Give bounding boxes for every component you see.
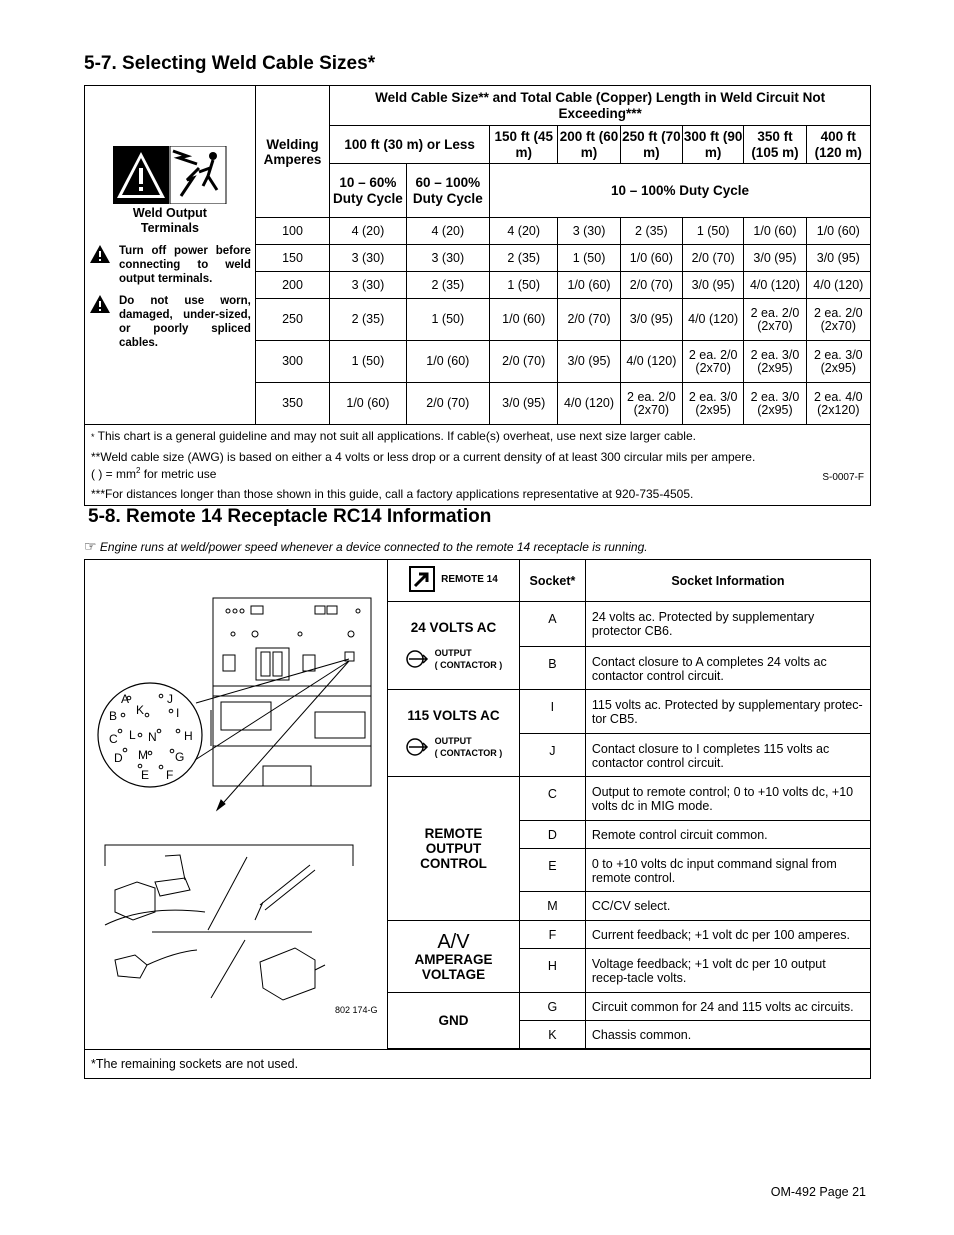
receptacle-pins	[109, 692, 193, 782]
socket-cell: I	[519, 690, 585, 734]
amps-cell: 300	[255, 341, 329, 383]
size-cell: 3/0 (95)	[683, 272, 744, 299]
warning-power	[89, 244, 251, 286]
header-length: 250 ft (70 m)	[620, 126, 682, 164]
pin-label: B	[109, 709, 118, 723]
size-cell: 2 (35)	[406, 272, 489, 299]
size-cell: 1/0 (60)	[490, 299, 558, 341]
warning-power-text: Turn off power before connecting to weld output terminals.	[119, 245, 251, 285]
av-label: A/V	[437, 930, 470, 953]
remote-label-box	[409, 566, 498, 592]
warning-cell	[85, 86, 256, 425]
socket-info-cell: Circuit common for 24 and 115 volts ac circuits.	[585, 993, 870, 1021]
socket-cell: B	[519, 647, 585, 690]
pin-label: I	[176, 706, 180, 720]
pointing-hand-icon: ☞	[84, 538, 97, 554]
size-cell: 2 ea. 3/0 (2x95)	[744, 341, 806, 383]
socket-cell: A	[519, 602, 585, 647]
size-cell: 3 (30)	[406, 245, 489, 272]
size-cell: 3 (30)	[558, 218, 620, 245]
group-115vac	[387, 690, 519, 777]
size-cell: 4/0 (120)	[558, 383, 620, 425]
group-label: AMPERAGE VOLTAGE	[414, 951, 493, 982]
header-length: 150 ft (45 m)	[490, 126, 558, 164]
note-text: Engine runs at weld/power speed whenever a device connected to the remote 14 receptacle is running.	[99, 540, 648, 554]
ref-code: S-0007-F	[822, 472, 864, 483]
size-cell: 1/0 (60)	[744, 218, 806, 245]
remote14-table	[84, 559, 871, 1079]
pendant-icon	[115, 950, 197, 978]
weld-terminal-graphic	[89, 146, 251, 204]
remote14-header	[387, 560, 519, 602]
size-cell: 1/0 (60)	[558, 272, 620, 299]
note-3-pre: ( ) = mm	[91, 467, 136, 481]
remote-devices	[105, 845, 353, 1000]
amps-cell: 350	[255, 383, 329, 425]
header-socket: Socket*	[519, 560, 585, 602]
pin-label: L	[129, 728, 136, 742]
size-cell: 2/0 (70)	[620, 272, 682, 299]
group-label: 115 VOLTS AC	[407, 707, 500, 723]
amps-cell: 150	[255, 245, 329, 272]
size-cell: 2 ea. 3/0 (2x95)	[683, 383, 744, 425]
size-cell: 2/0 (70)	[558, 299, 620, 341]
foot-control-icon	[105, 855, 205, 925]
size-cell: 3/0 (95)	[490, 383, 558, 425]
header-length: 200 ft (60 m)	[558, 126, 620, 164]
warning-cables	[89, 294, 251, 350]
size-cell: 2 ea. 3/0 (2x95)	[744, 383, 806, 425]
size-cell: 2 ea. 3/0 (2x95)	[806, 341, 870, 383]
contactor-output-icon	[405, 737, 429, 757]
size-cell: 2 (35)	[330, 299, 406, 341]
size-cell: 4/0 (120)	[683, 299, 744, 341]
group-amperage-voltage	[387, 921, 519, 993]
socket-cell: H	[519, 949, 585, 993]
socket-info-cell: 0 to +10 volts dc input command signal from remote control.	[585, 849, 870, 892]
size-cell: 1 (50)	[490, 272, 558, 299]
group-remote-output: REMOTE OUTPUT CONTROL	[387, 777, 519, 921]
socket-info-cell: Chassis common.	[585, 1021, 870, 1049]
socket-info-cell: Remote control circuit common.	[585, 821, 870, 849]
size-cell: 4/0 (120)	[744, 272, 806, 299]
section-title-remote14: 5-8. Remote 14 Receptacle RC14 Information	[88, 506, 492, 527]
socket-cell: G	[519, 993, 585, 1021]
size-cell: 3 (30)	[330, 245, 406, 272]
size-cell: 3/0 (95)	[806, 245, 870, 272]
remote14-figure	[85, 560, 386, 1020]
size-cell: 2/0 (70)	[490, 341, 558, 383]
contactor-label: ( CONTACTOR )	[434, 747, 503, 758]
terminal-label: Weld Output Terminals	[132, 206, 207, 235]
socket-info-cell: Contact closure to A completes 24 volts ac contactor control circuit.	[585, 647, 870, 690]
socket-cell: C	[519, 777, 585, 821]
note-2	[91, 450, 864, 481]
note-1-text: This chart is a general guideline and may not suit all applications. If cable(s) overheat, use next size larger cable.	[97, 429, 696, 443]
header-duty-1: 10 – 60% Duty Cycle	[330, 164, 406, 218]
group-gnd: GND	[387, 993, 519, 1049]
electric-shock-warning-icon	[113, 146, 227, 204]
size-cell: 2 ea. 2/0 (2x70)	[683, 341, 744, 383]
size-cell: 1/0 (60)	[620, 245, 682, 272]
pin-label: G	[175, 750, 185, 764]
contactor-output-icon	[405, 649, 429, 669]
output-label: OUTPUT	[434, 735, 472, 746]
header-duty-3: 10 – 100% Duty Cycle	[490, 164, 871, 218]
socket-cell: M	[519, 892, 585, 921]
socket-cell: D	[519, 821, 585, 849]
section-title-cable-sizes: 5-7. Selecting Weld Cable Sizes*	[84, 53, 376, 74]
header-length: 400 ft (120 m)	[806, 126, 870, 164]
warning-cables-text: Do not use worn, damaged, under-sized, or poorly spliced cables.	[119, 295, 251, 349]
size-cell: 2 ea. 2/0 (2x70)	[744, 299, 806, 341]
size-cell: 4/0 (120)	[620, 341, 682, 383]
figure-code: 802 174-G	[335, 1005, 378, 1015]
note-mark: *	[91, 432, 95, 442]
note-1	[91, 429, 864, 444]
socket-cell: K	[519, 1021, 585, 1049]
pin-label: F	[166, 768, 174, 782]
contactor-label: ( CONTACTOR )	[434, 660, 503, 670]
header-100ft: 100 ft (30 m) or Less	[330, 126, 490, 164]
control-box-icon	[260, 948, 325, 1000]
figure-cell	[85, 560, 388, 1050]
pin-label: N	[148, 730, 157, 744]
size-cell: 3/0 (95)	[558, 341, 620, 383]
size-cell: 1/0 (60)	[406, 341, 489, 383]
warning-triangle-icon	[89, 294, 111, 317]
size-cell: 2/0 (70)	[683, 245, 744, 272]
remote-arrow-icon	[409, 566, 435, 592]
size-cell: 1 (50)	[683, 218, 744, 245]
torch-icon	[255, 865, 315, 920]
output-label: OUTPUT	[434, 648, 472, 658]
note-3	[91, 464, 864, 481]
size-cell: 4 (20)	[406, 218, 489, 245]
size-cell: 1/0 (60)	[806, 218, 870, 245]
group-label: 24 VOLTS AC	[410, 620, 497, 635]
pin-label: K	[136, 703, 145, 717]
remote-label: REMOTE 14	[441, 573, 498, 585]
pin-label: E	[141, 768, 150, 782]
size-cell: 4 (20)	[330, 218, 406, 245]
size-cell: 3/0 (95)	[744, 245, 806, 272]
table-notes	[85, 425, 871, 506]
socket-info-cell: Current feedback; +1 volt dc per 100 amperes.	[585, 921, 870, 949]
socket-info-cell: CC/CV select.	[585, 892, 870, 921]
header-duty-2: 60 – 100% Duty Cycle	[406, 164, 489, 218]
size-cell: 1/0 (60)	[330, 383, 406, 425]
size-cell: 1 (50)	[330, 341, 406, 383]
socket-info-cell: 115 volts ac. Protected by supplementary protec-tor CB5.	[585, 690, 870, 734]
size-cell: 4 (20)	[490, 218, 558, 245]
note-4: ***For distances longer than those shown in this guide, call a factory applications representative at 920-735-4505.	[91, 487, 694, 501]
size-cell: 2 (35)	[490, 245, 558, 272]
socket-info-cell: 24 volts ac. Protected by supplementary protector CB6.	[585, 602, 870, 647]
amps-cell: 100	[255, 218, 329, 245]
size-cell: 2 (35)	[620, 218, 682, 245]
socket-info-cell: Output to remote control; 0 to +10 volts dc, +10 volts dc in MIG mode.	[585, 777, 870, 821]
socket-cell: E	[519, 849, 585, 892]
output-contactor	[388, 647, 519, 671]
output-contactor	[388, 735, 519, 759]
pin-label: M	[138, 748, 148, 762]
size-cell: 1 (50)	[558, 245, 620, 272]
note-row	[84, 538, 648, 555]
header-length: 300 ft (90 m)	[683, 126, 744, 164]
pin-label: H	[184, 729, 193, 743]
size-cell: 1 (50)	[406, 299, 489, 341]
cable-size-table	[84, 85, 871, 506]
header-main: Weld Cable Size** and Total Cable (Copper) Length in Weld Circuit Not Exceeding***	[330, 86, 871, 126]
size-cell: 4/0 (120)	[806, 272, 870, 299]
size-cell: 2 ea. 2/0 (2x70)	[620, 383, 682, 425]
warning-triangle-icon	[89, 244, 111, 267]
pin-label: C	[109, 732, 118, 746]
note-3-post: for metric use	[140, 467, 217, 481]
group-24vac	[387, 602, 519, 690]
size-cell: 3/0 (95)	[620, 299, 682, 341]
amps-cell: 250	[255, 299, 329, 341]
size-cell: 3 (30)	[330, 272, 406, 299]
note-3-sup: 2	[136, 466, 141, 475]
socket-info-cell: Voltage feedback; +1 volt dc per 10 output recep-tacle volts.	[585, 949, 870, 993]
footnote: *The remaining sockets are not used.	[85, 1050, 871, 1079]
pin-label: A	[121, 692, 130, 706]
pin-label: J	[167, 692, 173, 706]
socket-cell: F	[519, 921, 585, 949]
size-cell: 2 ea. 2/0 (2x70)	[806, 299, 870, 341]
size-cell: 2/0 (70)	[406, 383, 489, 425]
header-socket-info: Socket Information	[585, 560, 870, 602]
pin-label: D	[114, 751, 123, 765]
socket-cell: J	[519, 734, 585, 777]
header-length: 350 ft (105 m)	[744, 126, 806, 164]
size-cell: 2 ea. 4/0 (2x120)	[806, 383, 870, 425]
page-footer: OM-492 Page 21	[770, 1185, 866, 1199]
note-2-text: **Weld cable size (AWG) is based on either a 4 volts or less drop or a current density of at least 300 circular mils per ampere.	[91, 450, 756, 464]
amps-cell: 200	[255, 272, 329, 299]
socket-info-cell: Contact closure to I completes 115 volts ac contactor control circuit.	[585, 734, 870, 777]
header-welding-amperes: Welding Amperes	[255, 86, 329, 218]
